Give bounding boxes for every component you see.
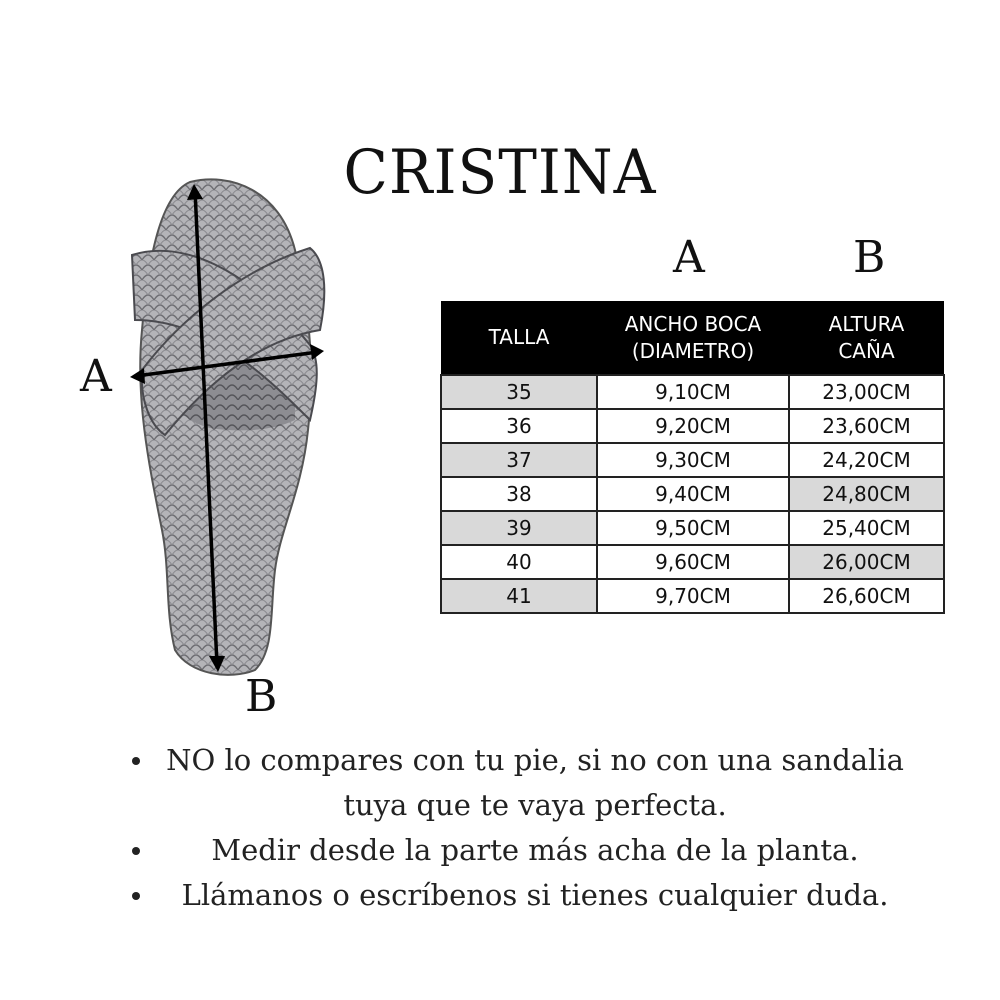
cell-ancho: 9,50CM [597,511,789,545]
cell-altura: 26,60CM [789,579,944,613]
cell-altura: 24,20CM [789,443,944,477]
table-row [441,375,944,409]
product-title: CRISTINA [343,136,657,208]
table-row [441,477,944,511]
table-row [441,545,944,579]
cell-altura: 23,60CM [789,409,944,443]
cell-talla: 35 [441,375,597,409]
sandal-illustration [70,170,370,730]
size-table [440,301,945,614]
column-letter-b: B [853,232,886,283]
cell-ancho: 9,60CM [597,545,789,579]
diagram-label-a: A [80,351,112,402]
table-row [441,579,944,613]
cell-altura: 26,00CM [789,545,944,579]
cell-ancho: 9,20CM [597,409,789,443]
cell-altura: 25,40CM [789,511,944,545]
header-talla: TALLA [441,301,597,375]
table-row [441,443,944,477]
note-item: Medir desde la parte más acha de la planta. [120,828,920,873]
cell-talla: 38 [441,477,597,511]
sandal-diagram [70,170,370,730]
table-row [441,511,944,545]
header-ancho-boca: ANCHO BOCA (DIAMETRO) [597,301,789,375]
note-item: Llámanos o escríbenos si tienes cualquier duda. [120,873,920,918]
bullet-icon [132,757,140,765]
cell-talla: 41 [441,579,597,613]
diagram-label-b: B [245,671,278,722]
note-item: NO lo compares con tu pie, si no con una sandalia tuya que te vaya perfecta. [120,738,920,828]
bullet-icon [132,892,140,900]
cell-talla: 39 [441,511,597,545]
cell-ancho: 9,40CM [597,477,789,511]
bullet-icon [132,847,140,855]
cell-altura: 23,00CM [789,375,944,409]
column-letter-a: A [673,232,705,283]
table-row [441,409,944,443]
cell-talla: 36 [441,409,597,443]
cell-talla: 40 [441,545,597,579]
header-altura-cana: ALTURA CAÑA [789,301,944,375]
cell-altura: 24,80CM [789,477,944,511]
size-table-header [441,301,944,375]
cell-talla: 37 [441,443,597,477]
cell-ancho: 9,30CM [597,443,789,477]
cell-ancho: 9,70CM [597,579,789,613]
measurement-notes [120,738,920,918]
cell-ancho: 9,10CM [597,375,789,409]
